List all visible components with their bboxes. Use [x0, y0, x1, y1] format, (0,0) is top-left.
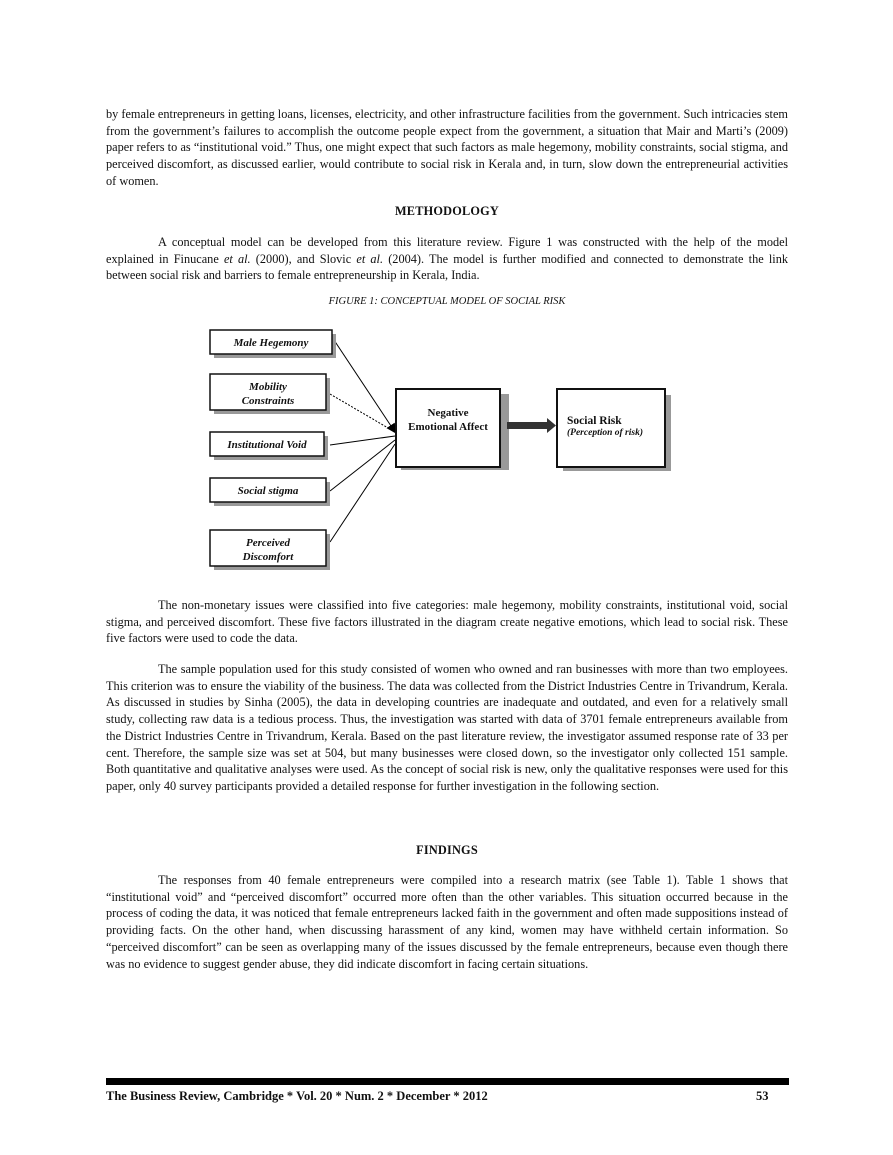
- findings-paragraph-1: The responses from 40 female entrepreneurs were compiled into a research matrix (see Table 1). Table 1 shows that “institutional void” and “perceived discomfort” occurred more often than the other variables. This situation occurred because in the process of coding the data, it was noticed that female entrepreneurs lacked faith in the government and often made suppositions instead of providing facts. On the other hand, when discussing harassment of any kind, women may have withheld certain information. So “perceived discomfort” can be seen as overlapping many of the issues discussed by the female entrepreneurs, because even though there was no evidence to suggest gender abuse, they did indicate discomfort in facing certain situations.: [106, 873, 788, 971]
- footer-rule: [106, 1078, 789, 1085]
- journal-footer: The Business Review, Cambridge * Vol. 20 * Num. 2 * December * 2012: [106, 1089, 488, 1103]
- methodology-paragraph-3: The sample population used for this study consisted of women who owned and ran businesses with more than two employees. This criterion was to ensure the viability of the business. The data was collected from the District Industries Centre in Trivandrum, Kerala. As discussed in studies by Sinha (2005), the data in developing countries are inadequate and outdated, and even for a relatively small study, collecting raw data is a tedious process. Thus, the investigation was started with data of 3701 female entrepreneurs available from the District Industries Centre in Trivandrum, Kerala. Based on the past literature review, the investigator assumed response rate of 33 per cent. Therefore, the sample size was set at 504, but many businesses were closed down, so the investigator only collected 151 sample. Both quantitative and qualitative analyses were used. As the concept of social risk is new, only the qualitative responses were used for this paper, only 40 survey participants provided a detailed response for further investigation in the following section.: [106, 662, 788, 793]
- social-risk-sub-label: (Perception of risk): [567, 428, 643, 438]
- intro-paragraph: by female entrepreneurs in getting loans, licenses, electricity, and other infrastructure facilities from the government. Such intricacies stem from the government’s failures to accomplish the outcome people expect from the government, a situation that Mair and Marti’s (2009) paper refers to as “institutional void.” Thus, one might expect that such factors as male hegemony, mobility constraints, social stigma, and perceived discomfort, as discussed earlier, would contribute to social risk in Kerala and, in turn, slow down the entrepreneurial activities of women.: [106, 107, 788, 188]
- perceived-label-line1: Perceived: [246, 537, 290, 549]
- mobility-label-line1: Mobility: [249, 381, 287, 393]
- methodology-p1-text-c: (2004). The model is further modified and connected to demonstrate the link between social risk and barriers to female entrepreneurship in Kerala, India.: [106, 251, 789, 283]
- line-social-stigma: [330, 440, 395, 491]
- thick-arrow: [507, 418, 556, 433]
- factor-box-institutional-void: [210, 432, 328, 460]
- institutional-void-label: Institutional Void: [227, 439, 307, 451]
- social-risk-box: [557, 389, 671, 471]
- methodology-paragraph-1: [106, 234, 788, 284]
- line-perceived-discomfort: [330, 444, 395, 542]
- connector-lines: [330, 334, 395, 542]
- factor-box-social-stigma: [210, 478, 330, 506]
- methodology-paragraph-2: The non-monetary issues were classified into five categories: male hegemony, mobility constraints, institutional void, social stigma, and perceived discomfort. These five factors illustrated in the diagram create negative emotions, which lead to social risk. These five factors were used to code the data.: [106, 598, 788, 646]
- et-al-2: et al.: [356, 251, 384, 266]
- conceptual-model-diagram: [200, 318, 690, 580]
- line-mobility-constraints: [330, 394, 395, 432]
- negative-emotional-affect-box: [396, 389, 509, 470]
- mobility-label-line2: Constraints: [241, 395, 295, 407]
- social-risk-label: Social Risk: [567, 415, 622, 427]
- methodology-heading: METHODOLOGY: [395, 204, 499, 218]
- methodology-p1-text-b: (2000), and Slovic: [250, 251, 357, 266]
- line-male-hegemony: [330, 334, 395, 432]
- negative-affect-line1: Negative: [427, 407, 469, 419]
- perceived-label-line2: Discomfort: [242, 551, 294, 563]
- figure-caption: FIGURE 1: CONCEPTUAL MODEL OF SOCIAL RISK: [328, 296, 566, 307]
- findings-heading: FINDINGS: [416, 843, 478, 857]
- social-stigma-label: Social stigma: [237, 485, 299, 497]
- factor-box-male-hegemony: [210, 330, 336, 358]
- et-al-1: et al.: [223, 251, 251, 266]
- male-hegemony-label: Male Hegemony: [233, 337, 309, 349]
- line-institutional-void: [330, 436, 395, 445]
- page-number: 53: [756, 1089, 769, 1103]
- factor-box-mobility-constraints: [210, 374, 330, 414]
- factor-box-perceived-discomfort: [210, 530, 330, 570]
- negative-affect-line2: Emotional Affect: [408, 421, 488, 433]
- methodology-p1-text-a: A conceptual model can be developed from this literature review. Figure 1 was constructed with the help of the model explained in Finucane: [106, 235, 788, 266]
